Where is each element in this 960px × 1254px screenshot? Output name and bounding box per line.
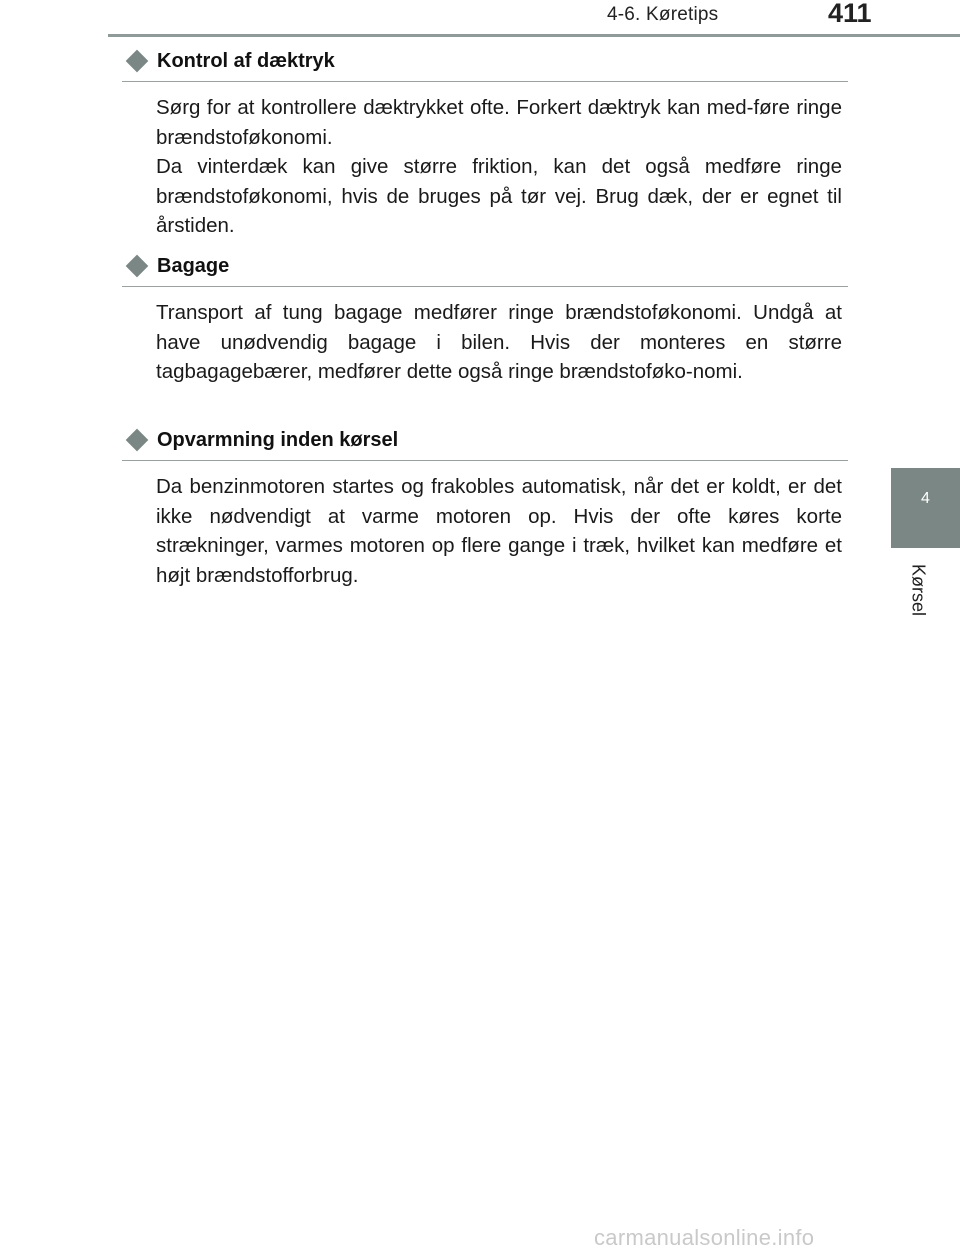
chapter-number: 4: [921, 490, 930, 507]
section-tire-pressure: [122, 41, 848, 241]
section-luggage: [122, 246, 848, 387]
header-divider: [108, 34, 960, 37]
chapter-label-text: Kørsel: [908, 563, 929, 617]
paragraph: Transport af tung bagage medfører ringe brændstoføkonomi. Undgå at have unødvendig bagage i bilen. Hvis der monteres en større tagbagagebærer, medfører dette også ringe brændstoføko-nomi.: [156, 301, 842, 383]
section-header: [122, 41, 848, 82]
diamond-bullet-icon: [126, 50, 149, 73]
page-number: 411: [828, 0, 872, 28]
chapter-label: [903, 560, 933, 620]
section-title: Opvarmning inden kørsel: [157, 429, 399, 451]
section-title: Kontrol af dæktryk: [157, 50, 335, 72]
diamond-bullet-icon: [126, 255, 149, 278]
section-warm-up: [122, 420, 848, 590]
section-body: [156, 298, 842, 387]
diamond-bullet-icon: [126, 429, 149, 452]
chapter-tab: [891, 468, 960, 548]
section-header: [122, 420, 848, 461]
section-title: Bagage: [157, 255, 230, 277]
section-body: [156, 472, 842, 590]
section-header: [122, 246, 848, 287]
watermark: carmanualsonline.info: [594, 1225, 815, 1250]
paragraph: Sørg for at kontrollere dæktrykket ofte. Forkert dæktryk kan med-føre ringe brændstoføkonomi.: [156, 96, 842, 149]
paragraph: Da vinterdæk kan give større friktion, kan det også medføre ringe brændstoføkonomi, hvis de bruges på tør vej. Brug dæk, der er egnet til årstiden.: [156, 155, 842, 237]
section-body: [156, 93, 842, 241]
section-heading: 4-6. Køretips: [607, 4, 719, 25]
paragraph: Da benzinmotoren startes og frakobles automatisk, når det er koldt, er det ikke nødvendigt at varme motoren op. Hvis der ofte køres korte strækninger, varmes motoren op flere gange i træk, hvilket kan medføre et højt brændstofforbrug.: [156, 475, 842, 587]
